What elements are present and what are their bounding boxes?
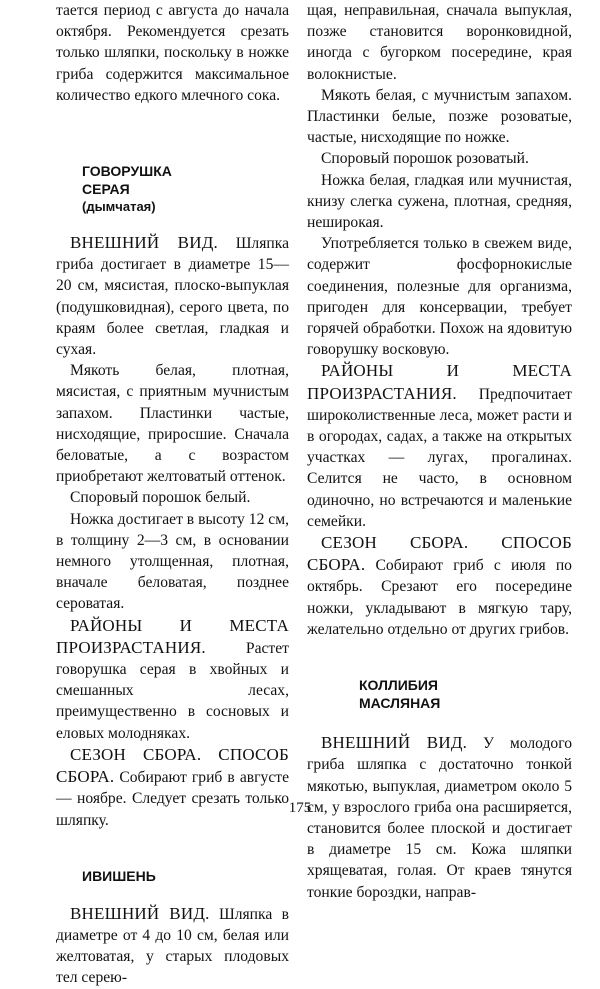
lead-in: РАЙОНЫ И МЕСТА ПРОИЗРАСТАНИЯ.	[307, 361, 572, 403]
section-heading-govorushka	[82, 162, 289, 216]
appearance-paragraph	[56, 903, 289, 989]
section-heading-ivishen	[82, 867, 289, 885]
pulp-paragraph: Мякоть белая, плотная, мясистая, с приятным мучнистым запахом. Пластинки частые, нисходящие, приросшие. Сначала беловатые, а с возрастом приобретают желтоватый оттенок.	[56, 362, 289, 486]
body-text: Шляпка гриба достигает в диаметре 15—20 см, мясистая, плоско-выпуклая (подушковидная), серого цвета, по краям более светлая, гладкая и сухая.	[56, 235, 289, 359]
heading-line: ИВИШЕНЬ	[82, 867, 156, 884]
lead-in: РАЙОНЫ И МЕСТА ПРОИЗРАСТАНИЯ.	[56, 615, 289, 657]
areas-paragraph	[56, 615, 289, 744]
body-text: Шляпка в диаметре от 4 до 10 см, белая или желтоватая, у старых плодовых тел серею-	[56, 905, 290, 987]
spore-paragraph: Споровый порошок розоватый.	[321, 150, 529, 168]
body-text: Растет говорушка серая в хвойных и смешанных лесах, преимущественно в сосновых и еловых молодняках.	[56, 639, 289, 742]
intro-paragraph: тается период с августа до начала октября. Рекомендуется срезать только шляпки, поскольку в ножке гриба содержится максимальное количество едкого млечного сока.	[56, 2, 289, 104]
lead-in: СЕЗОН СБОРА. СПОСОБ СБОРА.	[56, 744, 289, 787]
season-paragraph	[56, 744, 289, 831]
left-column	[56, 0, 289, 989]
appearance-paragraph	[307, 732, 572, 903]
body-text: Собирают гриб с июля по октябрь. Срезают его посередине ножки, укладывают в мягкую тару, желательно отдельно от других грибов.	[307, 557, 572, 638]
areas-paragraph	[307, 360, 572, 532]
pulp-paragraph: Мякоть белая, с мучнистым запахом. Пластинки белые, позже розоватые, частые, нисходящие по ножке.	[307, 86, 572, 147]
spore-paragraph: Споровый порошок белый.	[70, 489, 251, 507]
body-text: У молодого гриба шляпка с достаточно тонкой мякотью, выпуклая, диаметром около 5 см, у взрослого гриба она расширяется, становится более плоской и достигает в диаметре 15 см. Кожа шляпки хрящеватая, голая. От краев тянутся тонкие бороздки, направ-	[307, 735, 573, 901]
heading-line: МАСЛЯНАЯ	[359, 695, 441, 712]
heading-line: КОЛЛИБИЯ	[359, 677, 438, 694]
lead-in: СЕЗОН СБОРА. СПОСОБ СБОРА.	[307, 533, 572, 575]
stem-paragraph: Ножка достигает в высоту 12 см, в толщину 2—3 см, в основании немного утолщенная, плотная, вначале беловатая, позднее сероватая.	[56, 510, 289, 613]
appearance-paragraph	[56, 232, 289, 360]
stem-paragraph: Ножка белая, гладкая или мучнистая, книзу слегка сужена, плотная, средняя, неширокая.	[307, 171, 572, 232]
right-column	[307, 0, 572, 903]
lead-in: ВНЕШНИЙ ВИД.	[70, 903, 210, 923]
body-text: Собирают гриб в августе — ноябре. Следует срезать только шляпку.	[56, 769, 289, 829]
usage-paragraph: Употребляется только в свежем виде, содержит фосфорнокислые соединения, полезные для организма, пригоден для консервации, требует горячей обработки. Похож на ядовитую говорушку восковую.	[307, 235, 572, 359]
section-heading-kollibiya	[359, 676, 572, 712]
page-number: 175	[288, 800, 312, 816]
body-text: Предпочитает широколиственные леса, может расти и в огородах, садах, а также на открытых участках — лугах, прогалинах. Селится не часто, в основном одиночно, но встречаются и маленькие семейки.	[307, 385, 572, 530]
continued-paragraph: щая, неправильная, сначала выпуклая, позже становится воронковидной, иногда с бугорком посередине, края волокнистые.	[307, 2, 572, 83]
heading-subtitle: (дымчатая)	[82, 199, 156, 215]
season-paragraph	[307, 532, 572, 640]
lead-in: ВНЕШНИЙ ВИД.	[321, 733, 468, 753]
heading-line: ГОВОРУШКА	[82, 163, 172, 180]
lead-in: ВНЕШНИЙ ВИД.	[70, 233, 218, 253]
heading-line: СЕРАЯ	[82, 181, 130, 198]
